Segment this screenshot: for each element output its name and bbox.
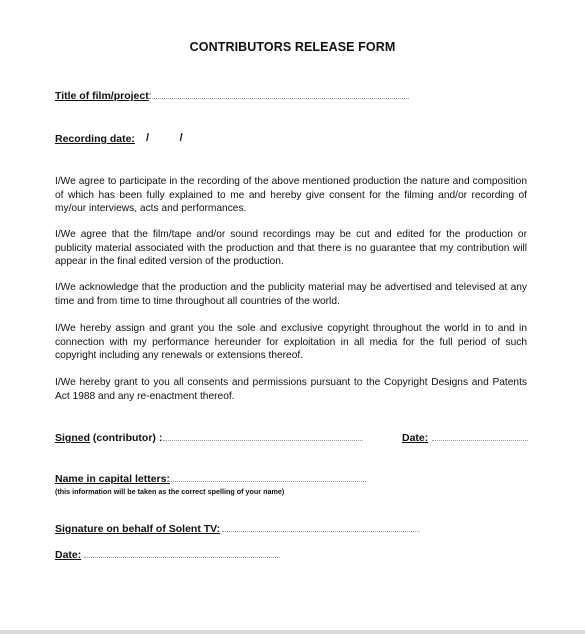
paragraph-editing: I/We agree that the film/tape and/or sound recordings may be cut and edited for the production or publicity material associated with the production and that there is no guarantee that my contribution will appear in the final edited version of the production. [55,229,527,268]
project-title-field [55,90,152,102]
paragraph-copyright: I/We hereby assign and grant you the sole and exclusive copyright throughout the world in to and in connection with my performance hereunder for exploitation in all media for the full period of such copyright including any renewals or extensions thereof. [55,323,527,362]
page-bottom-edge [0,630,585,634]
signed-field [55,432,162,444]
name-line[interactable] [168,481,366,482]
paragraph-participation: I/We agree to participate in the recording of the above mentioned production the nature and composition of which has been fully explained to me and hereby give consent for the filming and/or recording of my/our interviews, acts and performances. [55,176,527,215]
name-field [55,473,170,485]
signed-date-line[interactable] [432,440,528,441]
name-label: Name in capital letters: [55,473,170,485]
signed-suffix: (contributor) : [90,432,163,444]
final-date-field [55,549,81,561]
final-date-label: Date: [55,549,82,561]
name-note: (this information will be taken as the correct spelling of your name) [55,487,285,496]
recording-date-field [55,133,135,145]
final-date-line[interactable] [84,557,280,558]
behalf-line[interactable] [222,531,420,532]
signed-label: Signed [55,432,91,444]
recording-date-slashes[interactable]: / / [146,132,183,144]
project-title-label: Title of film/project [55,90,149,102]
signed-line[interactable] [163,440,363,441]
form-title: CONTRIBUTORS RELEASE FORM [189,40,396,54]
project-title-line[interactable] [150,98,409,99]
signed-date-field [402,432,428,444]
recording-date-label: Recording date: [55,133,135,145]
paragraph-consents: I/We hereby grant to you all consents and permissions pursuant to the Copyright Designs and Patents Act 1988 and any re-enactment thereof. [55,377,527,402]
project-title-colon: : [148,90,152,102]
behalf-label: Signature on behalf of Solent TV: [55,523,221,535]
behalf-field [55,523,220,535]
paragraph-publicity: I/We acknowledge that the production and the publicity material may be advertised and televised at any time and from time to time throughout all countries of the world. [55,282,527,307]
signed-date-label: Date: [402,432,429,444]
